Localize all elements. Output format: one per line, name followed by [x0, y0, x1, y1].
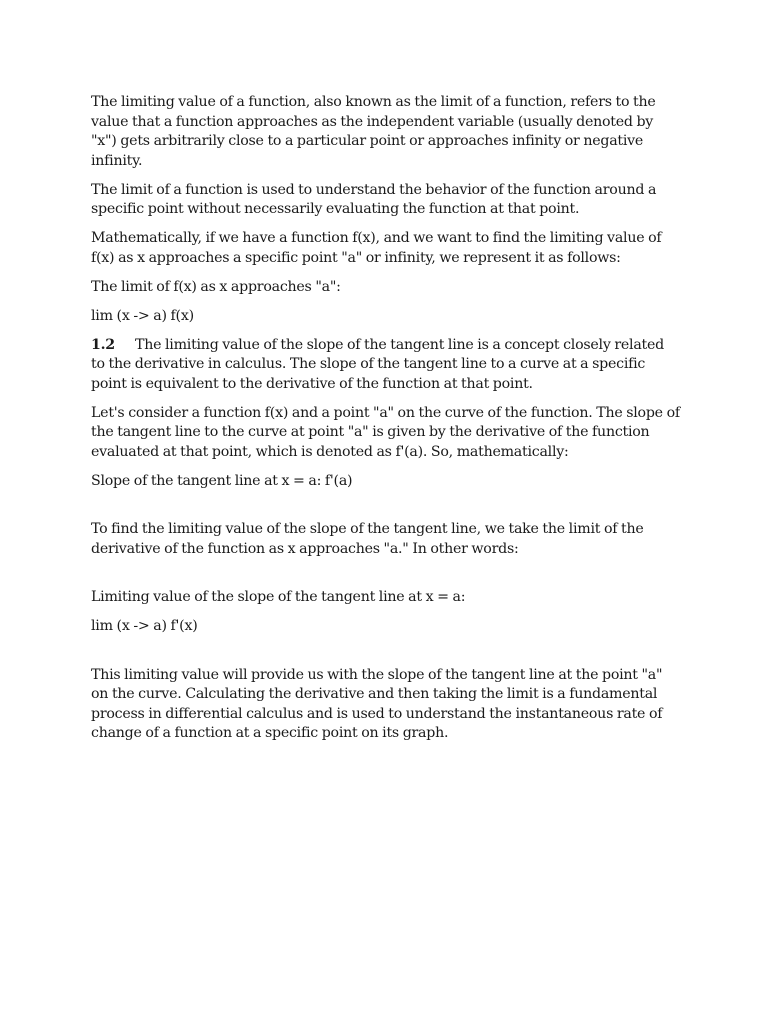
section-1-2-text: The limiting value of the slope of the tangent line is a concept closely related to the derivative in calculus. The slope of the tangent line to a curve at a specific point is equivalent to the derivative of the function at that point. [91, 336, 664, 392]
document-body [91, 93, 681, 753]
section-number: 1.2 [91, 336, 115, 353]
formula-slope-tangent: Slope of the tangent line at x = a: f'(a) [91, 472, 353, 489]
formula-lim-fx: lim (x -> a) f(x) [91, 307, 194, 324]
formula-lim-fprime: lim (x -> a) f'(x) [91, 618, 198, 634]
paragraph-consider-function: Let's consider a function f(x) and a point "a" on the curve of the function. The slope of the tangent line to the curve at point "a" is given by the derivative of the function evaluated at that point, which is denoted as f'(a). So, mathematically: [91, 404, 680, 460]
paragraph-section-1-2 [91, 336, 681, 395]
paragraph-conclusion: This limiting value will provide us with the slope of the tangent line at the point "a" on the curve. Calculating the derivative and then taking the limit is a fundamental process in differential calculus and is used to understand the instantaneous rate of change of a function at a specific point on its graph. [91, 666, 663, 741]
paragraph-limiting-value-slope: Limiting value of the slope of the tangent line at x = a: [91, 589, 466, 605]
paragraph-limit-purpose: The limit of a function is used to understand the behavior of the function around a specific point without necessarily evaluating the function at that point. [91, 181, 657, 217]
paragraph-find-limiting-value: To find the limiting value of the slope of the tangent line, we take the limit of the derivative of the function as x approaches "a." In other words: [91, 521, 644, 557]
paragraph-limit-definition: The limiting value of a function, also known as the limit of a function, refers to the value that a function approaches as the independent variable (usually denoted by "x") gets arbitrarily close to a particular point or approaches infinity or negative infinity. [91, 94, 656, 169]
paragraph-mathematically: Mathematically, if we have a function f(x), and we want to find the limiting value of f(x) as x approaches a specific point "a" or infinity, we represent it as follows: [91, 230, 662, 266]
paragraph-limit-of-fx: The limit of f(x) as x approaches "a": [91, 278, 341, 295]
